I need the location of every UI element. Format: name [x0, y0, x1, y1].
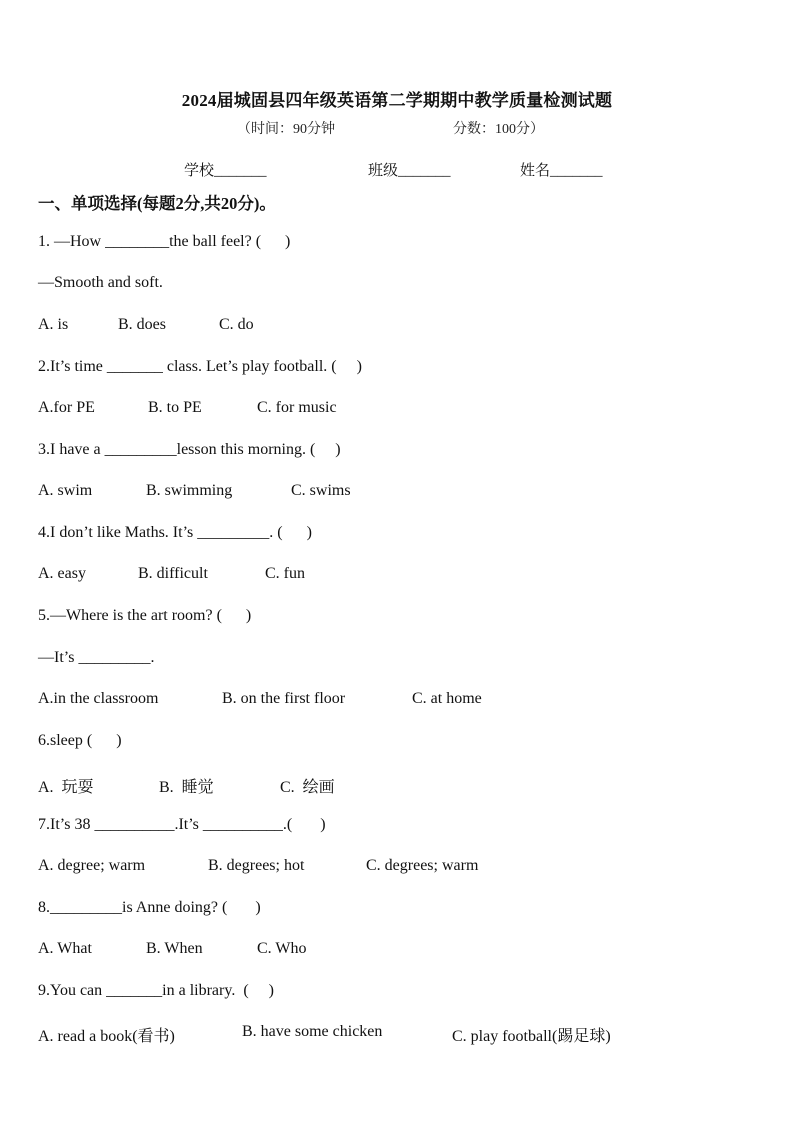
- question-stem: 7.It’s 38 __________.It’s __________.( ): [38, 816, 326, 833]
- question-dialogue: —It’s _________.: [38, 649, 155, 666]
- question-dialogue: —Smooth and soft.: [38, 274, 163, 291]
- option-b: B. difficult: [138, 565, 208, 582]
- time-label: （时间：90分钟: [237, 122, 335, 137]
- option-a: A.for PE: [38, 399, 95, 416]
- exam-title: 2024届城固县四年级英语第二学期期中教学质量检测试题: [181, 91, 613, 110]
- option-a: A. 玩耍: [38, 779, 94, 796]
- question-stem: 1. —How ________the ball feel? ( ): [38, 233, 291, 250]
- question-stem: 3.I have a _________lesson this morning. ( ): [38, 441, 341, 458]
- option-b: B. swimming: [146, 482, 233, 499]
- option-a: A. easy: [38, 565, 86, 582]
- option-c: C. for music: [257, 399, 337, 416]
- option-a: A.in the classroom: [38, 690, 159, 707]
- option-b: B. does: [118, 316, 166, 333]
- option-b: B. have some chicken: [242, 1023, 383, 1040]
- question-stem: 6.sleep ( ): [38, 732, 122, 749]
- option-a: A. is: [38, 316, 69, 333]
- option-b: B. 睡觉: [159, 779, 214, 796]
- class-field: 班级_______: [368, 163, 451, 179]
- option-b: B. on the first floor: [222, 690, 346, 707]
- option-b: B. to PE: [148, 399, 202, 416]
- option-c: C. Who: [257, 940, 307, 957]
- option-b: B. degrees; hot: [208, 857, 305, 874]
- option-c: C. 绘画: [280, 779, 335, 796]
- section-heading: 一、单项选择(每题2分,共20分)。: [38, 194, 276, 213]
- option-b: B. When: [146, 940, 203, 957]
- option-a: A. degree; warm: [38, 857, 146, 874]
- option-c: C. swims: [291, 482, 351, 499]
- option-c: C. play football(踢足球): [452, 1028, 611, 1045]
- option-c: C. do: [219, 316, 254, 333]
- option-c: C. at home: [412, 690, 482, 707]
- school-field: 学校_______: [184, 163, 267, 179]
- question-stem: 4.I don’t like Maths. It’s _________. ( ): [38, 524, 312, 541]
- option-c: C. degrees; warm: [366, 857, 479, 874]
- question-stem: 9.You can _______in a library. ( ): [38, 982, 274, 999]
- question-stem: 8._________is Anne doing? ( ): [38, 899, 261, 916]
- question-stem: 2.It’s time _______ class. Let’s play football. ( ): [38, 358, 362, 375]
- option-a: A. What: [38, 940, 92, 957]
- option-c: C. fun: [265, 565, 305, 582]
- question-stem: 5.—Where is the art room? ( ): [38, 607, 252, 624]
- option-a: A. read a book(看书): [38, 1028, 175, 1045]
- option-a: A. swim: [38, 482, 93, 499]
- score-label: 分数：100分）: [453, 122, 544, 137]
- name-field: 姓名_______: [520, 163, 603, 179]
